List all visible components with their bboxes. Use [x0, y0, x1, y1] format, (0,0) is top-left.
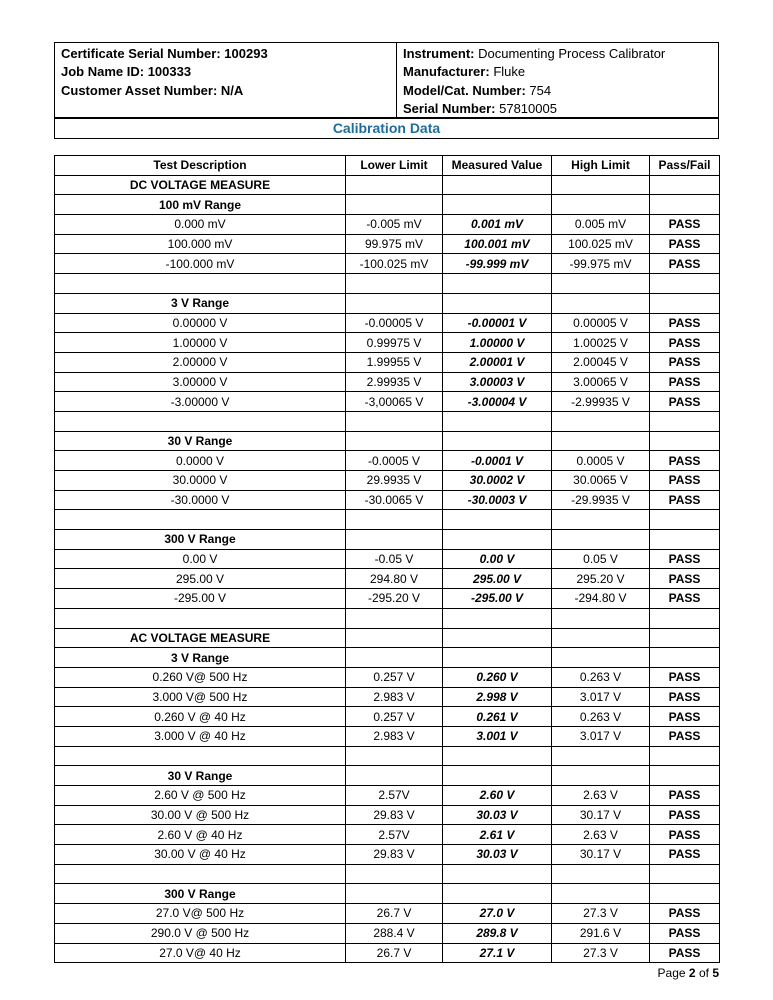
col-header-pass-fail: Pass/Fail [650, 156, 720, 176]
empty-cell [346, 510, 443, 530]
empty-cell [443, 648, 552, 668]
range-row [55, 431, 720, 451]
cell-lower-limit: 0.99975 V [346, 333, 443, 353]
table-row [55, 372, 720, 392]
blank-row [55, 746, 720, 766]
cert-serial-label: Certificate Serial Number: [61, 46, 221, 61]
cell-pass-fail: PASS [650, 786, 720, 806]
section-label: AC VOLTAGE MEASURE [55, 628, 346, 648]
cell-high-limit: 0.0005 V [552, 451, 650, 471]
cell-high-limit: 0.00005 V [552, 313, 650, 333]
cell-lower-limit: 0.257 V [346, 667, 443, 687]
empty-cell [55, 274, 346, 294]
table-row [55, 687, 720, 707]
cell-test-description: 30.00 V @ 40 Hz [55, 845, 346, 865]
cell-measured-value: 0.00 V [443, 549, 552, 569]
cell-test-description: 100.000 mV [55, 234, 346, 254]
cell-measured-value: -99.999 mV [443, 254, 552, 274]
empty-cell [552, 510, 650, 530]
cell-pass-fail: PASS [650, 549, 720, 569]
cell-lower-limit: 288.4 V [346, 923, 443, 943]
cell-pass-fail: PASS [650, 254, 720, 274]
cell-high-limit: 0.05 V [552, 549, 650, 569]
cell-lower-limit: -0.0005 V [346, 451, 443, 471]
manufacturer-label: Manufacturer: [403, 64, 490, 80]
model-value: 754 [529, 82, 552, 98]
cell-lower-limit: 0.257 V [346, 707, 443, 727]
certificate-header [54, 42, 719, 118]
cell-measured-value: 3.001 V [443, 726, 552, 746]
table-body [55, 175, 720, 963]
asset-number-line [61, 82, 390, 100]
empty-cell [346, 431, 443, 451]
cell-measured-value: 100.001 mV [443, 234, 552, 254]
col-header-high-limit: High Limit [552, 156, 650, 176]
cell-measured-value: 295.00 V [443, 569, 552, 589]
page-total: 5 [712, 966, 719, 980]
range-label: 30 V Range [55, 431, 346, 451]
cell-pass-fail: PASS [650, 451, 720, 471]
cell-test-description: 0.260 V@ 500 Hz [55, 667, 346, 687]
cell-high-limit: 0.263 V [552, 707, 650, 727]
table-row [55, 490, 720, 510]
empty-cell [552, 411, 650, 431]
cell-lower-limit: -3,00065 V [346, 392, 443, 412]
empty-cell [650, 175, 720, 195]
cell-measured-value: -3.00004 V [443, 392, 552, 412]
empty-cell [443, 766, 552, 786]
cell-lower-limit: -0.05 V [346, 549, 443, 569]
empty-cell [443, 530, 552, 550]
cell-pass-fail: PASS [650, 352, 720, 372]
table-row [55, 451, 720, 471]
cell-test-description: 2.60 V @ 500 Hz [55, 786, 346, 806]
cell-high-limit: -294.80 V [552, 589, 650, 609]
serial-value: 57810005 [499, 101, 557, 117]
cell-test-description: 290.0 V @ 500 Hz [55, 923, 346, 943]
cell-measured-value: 27.1 V [443, 943, 552, 963]
cell-pass-fail: PASS [650, 805, 720, 825]
calibration-table [54, 155, 720, 963]
empty-cell [443, 411, 552, 431]
cell-pass-fail: PASS [650, 943, 720, 963]
cell-measured-value: 0.261 V [443, 707, 552, 727]
range-label: 3 V Range [55, 648, 346, 668]
table-row [55, 845, 720, 865]
asset-number-label: Customer Asset Number: [61, 82, 218, 98]
empty-cell [650, 293, 720, 313]
empty-cell [552, 195, 650, 215]
empty-cell [346, 530, 443, 550]
empty-cell [552, 766, 650, 786]
cell-test-description: 0.00000 V [55, 313, 346, 333]
cell-test-description: -3.00000 V [55, 392, 346, 412]
cell-lower-limit: 29.9935 V [346, 471, 443, 491]
job-name-label: Job Name ID: [61, 64, 145, 80]
manufacturer-line [403, 63, 712, 81]
blank-row [55, 608, 720, 628]
cell-high-limit: 100.025 mV [552, 234, 650, 254]
cell-test-description: 295.00 V [55, 569, 346, 589]
cell-lower-limit: 2.57V [346, 786, 443, 806]
cell-lower-limit: 294.80 V [346, 569, 443, 589]
range-label: 100 mV Range [55, 195, 346, 215]
empty-cell [346, 628, 443, 648]
range-label: 3 V Range [55, 293, 346, 313]
cell-pass-fail: PASS [650, 490, 720, 510]
cell-pass-fail: PASS [650, 845, 720, 865]
cell-test-description: -100.000 mV [55, 254, 346, 274]
job-name-value: 100333 [147, 64, 192, 80]
job-name-line [61, 63, 390, 81]
empty-cell [650, 628, 720, 648]
col-header-test-description: Test Description [55, 156, 346, 176]
empty-cell [55, 411, 346, 431]
cell-high-limit: 0.005 mV [552, 215, 650, 235]
table-row [55, 786, 720, 806]
instrument-value: Documenting Process Calibrator [478, 46, 666, 61]
empty-cell [552, 431, 650, 451]
range-row [55, 530, 720, 550]
model-label: Model/Cat. Number: [403, 82, 526, 98]
cell-measured-value: 2.998 V [443, 687, 552, 707]
cell-test-description: 30.0000 V [55, 471, 346, 491]
cell-high-limit: 3.00065 V [552, 372, 650, 392]
cell-lower-limit: 26.7 V [346, 904, 443, 924]
cell-measured-value: -30.0003 V [443, 490, 552, 510]
range-row [55, 195, 720, 215]
serial-label: Serial Number: [403, 101, 496, 117]
cell-test-description: 0.000 mV [55, 215, 346, 235]
cell-pass-fail: PASS [650, 687, 720, 707]
cell-pass-fail: PASS [650, 471, 720, 491]
empty-cell [552, 864, 650, 884]
blank-row [55, 274, 720, 294]
section-label: DC VOLTAGE MEASURE [55, 175, 346, 195]
cell-test-description: 30.00 V @ 500 Hz [55, 805, 346, 825]
instrument-label: Instrument: [403, 46, 475, 61]
empty-cell [346, 648, 443, 668]
cell-high-limit: 30.17 V [552, 805, 650, 825]
cell-test-description: 2.60 V @ 40 Hz [55, 825, 346, 845]
empty-cell [443, 293, 552, 313]
cell-measured-value: 1.00000 V [443, 333, 552, 353]
cell-test-description: 1.00000 V [55, 333, 346, 353]
cell-lower-limit: -0.00005 V [346, 313, 443, 333]
cell-lower-limit: 2.983 V [346, 687, 443, 707]
table-row [55, 392, 720, 412]
empty-cell [346, 746, 443, 766]
table-row [55, 726, 720, 746]
cell-test-description: 0.260 V @ 40 Hz [55, 707, 346, 727]
cell-high-limit: 2.63 V [552, 825, 650, 845]
empty-cell [443, 884, 552, 904]
table-row [55, 549, 720, 569]
empty-cell [650, 411, 720, 431]
cell-measured-value: 27.0 V [443, 904, 552, 924]
cell-lower-limit: -0.005 mV [346, 215, 443, 235]
cell-test-description: 3.000 V @ 40 Hz [55, 726, 346, 746]
section-row [55, 628, 720, 648]
cell-test-description: 0.00 V [55, 549, 346, 569]
cell-high-limit: 27.3 V [552, 943, 650, 963]
empty-cell [346, 274, 443, 294]
cell-high-limit: 3.017 V [552, 726, 650, 746]
table-header-row [55, 156, 720, 176]
cell-high-limit: -29.9935 V [552, 490, 650, 510]
empty-cell [552, 274, 650, 294]
cell-lower-limit: 2.99935 V [346, 372, 443, 392]
empty-cell [55, 608, 346, 628]
cell-high-limit: 3.017 V [552, 687, 650, 707]
cell-high-limit: 27.3 V [552, 904, 650, 924]
cell-test-description: -295.00 V [55, 589, 346, 609]
empty-cell [552, 608, 650, 628]
cell-pass-fail: PASS [650, 234, 720, 254]
cell-measured-value: 2.00001 V [443, 352, 552, 372]
empty-cell [552, 293, 650, 313]
col-header-lower-limit: Lower Limit [346, 156, 443, 176]
table-row [55, 569, 720, 589]
empty-cell [552, 175, 650, 195]
empty-cell [443, 195, 552, 215]
manufacturer-value: Fluke [493, 64, 526, 80]
cell-test-description: 0.0000 V [55, 451, 346, 471]
range-row [55, 884, 720, 904]
cell-test-description: 2.00000 V [55, 352, 346, 372]
empty-cell [443, 431, 552, 451]
cell-high-limit: 30.17 V [552, 845, 650, 865]
cell-high-limit: 2.00045 V [552, 352, 650, 372]
empty-cell [650, 766, 720, 786]
cell-high-limit: 30.0065 V [552, 471, 650, 491]
cell-pass-fail: PASS [650, 333, 720, 353]
section-title: Calibration Data [54, 118, 719, 139]
empty-cell [346, 884, 443, 904]
header-right [397, 43, 718, 117]
cell-pass-fail: PASS [650, 313, 720, 333]
cell-high-limit: 291.6 V [552, 923, 650, 943]
asset-number-value: N/A [220, 82, 244, 98]
empty-cell [346, 864, 443, 884]
cell-pass-fail: PASS [650, 726, 720, 746]
cell-lower-limit: 29.83 V [346, 845, 443, 865]
instrument-line [403, 45, 712, 63]
cell-high-limit: -99.975 mV [552, 254, 650, 274]
cell-test-description: 27.0 V@ 500 Hz [55, 904, 346, 924]
cell-test-description: 27.0 V@ 40 Hz [55, 943, 346, 963]
empty-cell [650, 746, 720, 766]
empty-cell [552, 746, 650, 766]
cell-high-limit: 2.63 V [552, 786, 650, 806]
range-row [55, 648, 720, 668]
page-current: 2 [688, 966, 696, 980]
empty-cell [346, 175, 443, 195]
empty-cell [346, 195, 443, 215]
range-label: 300 V Range [55, 530, 346, 550]
empty-cell [650, 510, 720, 530]
empty-cell [443, 864, 552, 884]
cell-measured-value: 3.00003 V [443, 372, 552, 392]
empty-cell [552, 628, 650, 648]
cell-high-limit: 295.20 V [552, 569, 650, 589]
cell-high-limit: 0.263 V [552, 667, 650, 687]
table-row [55, 254, 720, 274]
empty-cell [650, 195, 720, 215]
header-left [55, 43, 397, 117]
empty-cell [552, 884, 650, 904]
empty-cell [650, 884, 720, 904]
empty-cell [650, 530, 720, 550]
page-sep: of [698, 966, 709, 980]
empty-cell [55, 864, 346, 884]
empty-cell [650, 608, 720, 628]
page-prefix: Page [657, 966, 686, 980]
empty-cell [650, 431, 720, 451]
cell-high-limit: -2.99935 V [552, 392, 650, 412]
cell-test-description: -30.0000 V [55, 490, 346, 510]
empty-cell [650, 274, 720, 294]
cert-serial-value: 100293 [224, 46, 268, 61]
empty-cell [346, 411, 443, 431]
empty-cell [346, 608, 443, 628]
empty-cell [443, 274, 552, 294]
cell-lower-limit: 26.7 V [346, 943, 443, 963]
cell-lower-limit: 2.57V [346, 825, 443, 845]
cell-pass-fail: PASS [650, 372, 720, 392]
empty-cell [443, 510, 552, 530]
table-row [55, 904, 720, 924]
table-row [55, 667, 720, 687]
empty-cell [55, 510, 346, 530]
table-row [55, 215, 720, 235]
cell-pass-fail: PASS [650, 667, 720, 687]
page-number [658, 966, 719, 980]
cell-lower-limit: 29.83 V [346, 805, 443, 825]
cell-lower-limit: -100.025 mV [346, 254, 443, 274]
table-row [55, 471, 720, 491]
cell-lower-limit: -30.0065 V [346, 490, 443, 510]
cell-measured-value: -0.0001 V [443, 451, 552, 471]
cell-lower-limit: 2.983 V [346, 726, 443, 746]
empty-cell [650, 648, 720, 668]
table-row [55, 589, 720, 609]
cert-serial-line [61, 45, 390, 63]
cell-lower-limit: -295.20 V [346, 589, 443, 609]
empty-cell [443, 746, 552, 766]
cell-measured-value: -0.00001 V [443, 313, 552, 333]
table-row [55, 805, 720, 825]
cell-pass-fail: PASS [650, 825, 720, 845]
cell-pass-fail: PASS [650, 569, 720, 589]
table-row [55, 943, 720, 963]
range-label: 30 V Range [55, 766, 346, 786]
model-line [403, 82, 712, 100]
cell-pass-fail: PASS [650, 923, 720, 943]
empty-cell [552, 648, 650, 668]
range-row [55, 766, 720, 786]
cell-pass-fail: PASS [650, 215, 720, 235]
cell-test-description: 3.000 V@ 500 Hz [55, 687, 346, 707]
table-row [55, 923, 720, 943]
cell-test-description: 3.00000 V [55, 372, 346, 392]
empty-cell [346, 293, 443, 313]
cell-measured-value: 30.03 V [443, 845, 552, 865]
cell-measured-value: -295.00 V [443, 589, 552, 609]
cell-measured-value: 30.0002 V [443, 471, 552, 491]
serial-line [403, 100, 712, 118]
empty-cell [346, 766, 443, 786]
empty-cell [55, 746, 346, 766]
cell-measured-value: 2.61 V [443, 825, 552, 845]
cell-measured-value: 289.8 V [443, 923, 552, 943]
blank-row [55, 864, 720, 884]
empty-cell [650, 864, 720, 884]
cell-pass-fail: PASS [650, 589, 720, 609]
cell-lower-limit: 1.99955 V [346, 352, 443, 372]
empty-cell [443, 175, 552, 195]
cell-measured-value: 2.60 V [443, 786, 552, 806]
cell-pass-fail: PASS [650, 392, 720, 412]
table-row [55, 352, 720, 372]
cell-pass-fail: PASS [650, 707, 720, 727]
range-row [55, 293, 720, 313]
cell-pass-fail: PASS [650, 904, 720, 924]
section-row [55, 175, 720, 195]
cell-lower-limit: 99.975 mV [346, 234, 443, 254]
table-row [55, 707, 720, 727]
blank-row [55, 510, 720, 530]
range-label: 300 V Range [55, 884, 346, 904]
col-header-measured-value: Measured Value [443, 156, 552, 176]
empty-cell [552, 530, 650, 550]
table-row [55, 825, 720, 845]
blank-row [55, 411, 720, 431]
table-row [55, 234, 720, 254]
empty-cell [443, 628, 552, 648]
cell-measured-value: 0.260 V [443, 667, 552, 687]
cell-measured-value: 30.03 V [443, 805, 552, 825]
empty-cell [443, 608, 552, 628]
table-row [55, 333, 720, 353]
cell-measured-value: 0.001 mV [443, 215, 552, 235]
table-row [55, 313, 720, 333]
cell-high-limit: 1.00025 V [552, 333, 650, 353]
